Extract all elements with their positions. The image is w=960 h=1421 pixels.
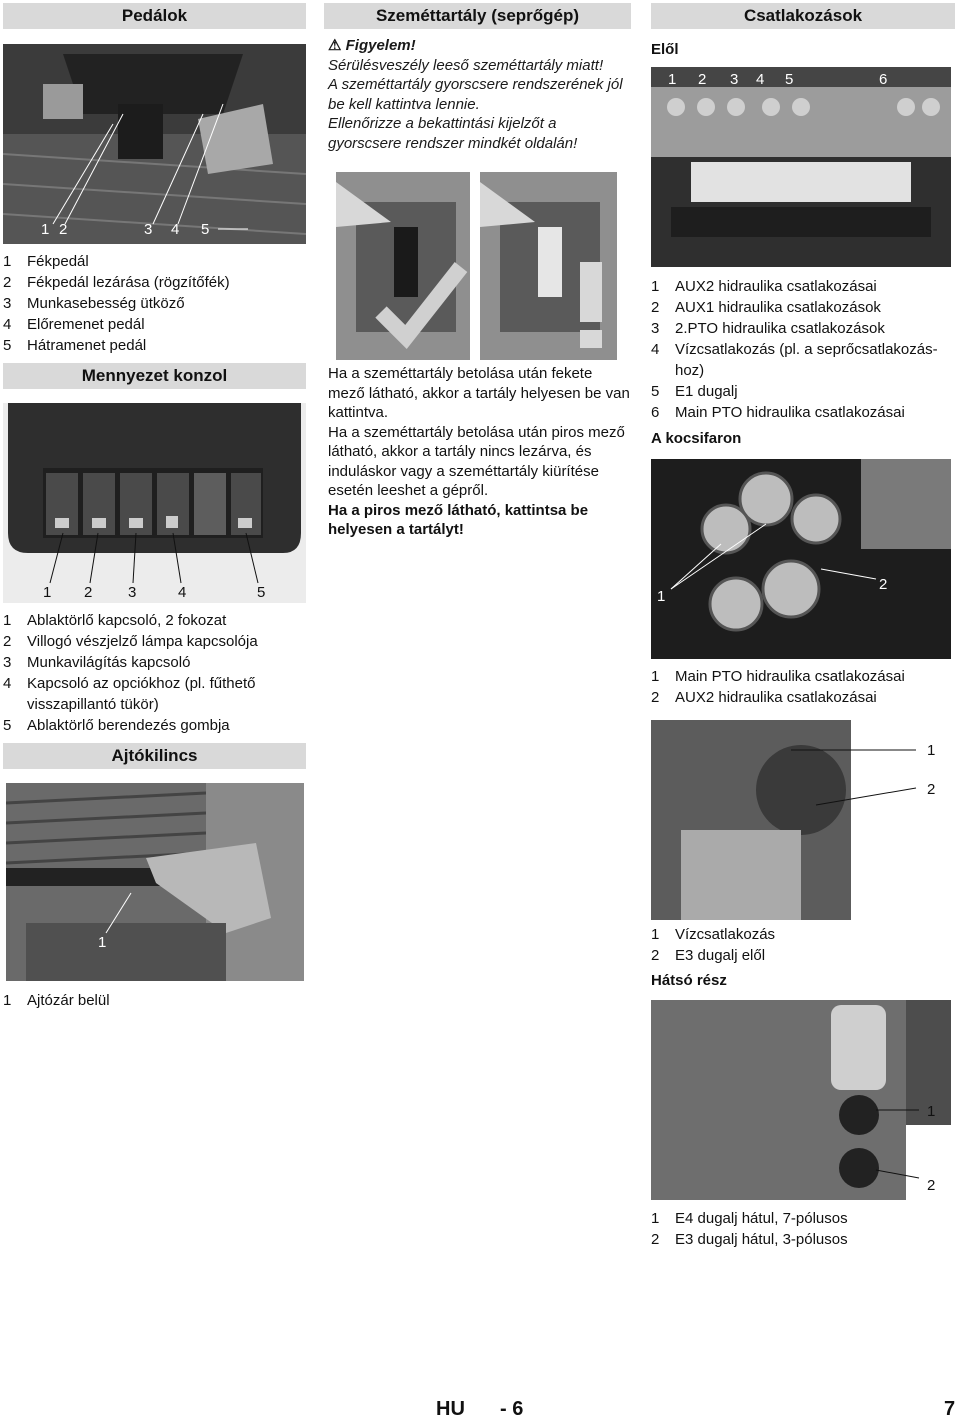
pedals-callout-5: 5 xyxy=(201,221,210,238)
front-label: Elől xyxy=(651,41,679,58)
front-connections-photo xyxy=(651,67,951,267)
warning-line: Ellenőrizze a bekattintási kijelzőt a gyorscsere rendszer mindkét oldalán! xyxy=(328,115,578,152)
legend-item: 5 E1 dugalj xyxy=(651,383,738,400)
pedals-illustration xyxy=(3,44,306,244)
ceiling-callout-1: 1 xyxy=(43,584,52,601)
rear-connections-illustration xyxy=(651,1000,951,1200)
ceiling-header: Mennyezet konzol xyxy=(3,363,306,389)
legend-item: 6 Main PTO hidraulika csatlakozásai xyxy=(651,404,905,421)
ceiling-callout-3: 3 xyxy=(128,584,137,601)
front-callout-4: 4 xyxy=(756,71,765,88)
front-callout-2: 2 xyxy=(698,71,707,88)
footer-page-number: 7 xyxy=(944,1398,956,1420)
cab-label: A kocsifaron xyxy=(651,430,742,447)
pedals-photo xyxy=(3,44,306,244)
ceiling-legend xyxy=(3,610,306,736)
cab-legend xyxy=(651,666,955,708)
legend-item: 4 Vízcsatlakozás (pl. a seprőcsatlakozás-hoz) xyxy=(651,341,938,379)
legend-item: 2 Villogó vészjelző lámpa kapcsolója xyxy=(3,633,258,650)
rear-connections-photo xyxy=(651,1000,951,1200)
legend-item: 3 2.PTO hidraulika csatlakozások xyxy=(651,320,885,337)
pedals-callout-3: 3 xyxy=(144,221,153,238)
front-legend xyxy=(651,276,955,423)
cab-callout-2: 2 xyxy=(879,576,888,593)
front-callout-6: 6 xyxy=(879,71,888,88)
ceiling-photo xyxy=(3,403,306,603)
rear-callout-1: 1 xyxy=(927,1103,936,1120)
warning-line: A szeméttartály gyorscsere rendszerének jól be kell kattintva lennie. xyxy=(328,76,623,113)
bin-indicator-error-illustration xyxy=(480,172,617,360)
pedals-header: Pedálok xyxy=(3,3,306,29)
ceiling-callout-4: 4 xyxy=(178,584,187,601)
bin-para-black: Ha a szeméttartály betolása után fekete mező látható, akkor a tartály helyesen be van kattintva. xyxy=(328,365,630,421)
water-connection-photo xyxy=(651,720,951,920)
cab-callout-1: 1 xyxy=(657,588,666,605)
bin-para-action: Ha a piros mező látható, kattintsa be helyesen a tartályt! xyxy=(328,501,589,538)
rear-label: Hátsó rész xyxy=(651,972,727,989)
bin-indicator-ok-illustration xyxy=(336,172,470,360)
legend-item: 1 AUX2 hidraulika csatlakozásai xyxy=(651,278,877,295)
cab-connections-illustration xyxy=(651,459,951,659)
legend-item: 1 Vízcsatlakozás xyxy=(651,926,776,943)
legend-item: 3 Munkasebesség ütköző xyxy=(3,295,185,312)
legend-item: 4 Kapcsoló az opciókhoz (pl. fűthető visszapillantó tükör) xyxy=(3,675,256,713)
footer-lang: HU xyxy=(436,1398,465,1420)
legend-item: 2 Fékpedál lezárása (rögzítőfék) xyxy=(3,274,230,291)
legend-item: 5 Ablaktörlő berendezés gombja xyxy=(3,717,230,734)
water-callout-1: 1 xyxy=(927,742,936,759)
door-legend xyxy=(3,990,306,1011)
legend-item: 3 Munkavilágítás kapcsoló xyxy=(3,654,191,671)
front-connections-illustration xyxy=(651,67,951,267)
pedals-legend xyxy=(3,251,306,356)
legend-item: 4 Előremenet pedál xyxy=(3,316,145,333)
bin-para-red: Ha a szeméttartály betolása után piros mező látható, akkor a tartály nincs lezárva, és induláskor vagy a szeméttartály kiürítése esetén leeshet a gépről. xyxy=(328,423,625,499)
front-callout-1: 1 xyxy=(668,71,677,88)
legend-item: 1 Ablaktörlő kapcsoló, 2 fokozat xyxy=(3,612,227,629)
legend-item: 5 Hátramenet pedál xyxy=(3,337,147,354)
warning-title-row xyxy=(328,36,628,56)
waste-bin-header: Szeméttartály (seprőgép) xyxy=(324,3,631,29)
legend-item: 2 E3 dugalj elől xyxy=(651,947,766,964)
cab-connections-photo xyxy=(651,459,951,659)
pedals-callout-4: 4 xyxy=(171,221,180,238)
pedals-callout-1: 1 xyxy=(41,221,50,238)
front-callout-5: 5 xyxy=(785,71,794,88)
bin-instructions xyxy=(328,364,630,540)
footer-page-ref: - 6 xyxy=(500,1398,524,1420)
ceiling-callout-5: 5 xyxy=(257,584,266,601)
water-connection-illustration xyxy=(651,720,951,920)
water-callout-2: 2 xyxy=(927,781,936,798)
front-callout-3: 3 xyxy=(730,71,739,88)
warning-title: Figyelem! xyxy=(345,37,416,54)
pedals-callout-2: 2 xyxy=(59,221,68,238)
legend-item: 2 AUX1 hidraulika csatlakozások xyxy=(651,299,881,316)
door-handle-illustration xyxy=(6,783,304,981)
ceiling-console-illustration xyxy=(3,403,306,603)
legend-item: 1 Ajtózár belül xyxy=(3,992,110,1009)
door-header: Ajtókilincs xyxy=(3,743,306,769)
rear-callout-2: 2 xyxy=(927,1177,936,1194)
legend-item: 1 E4 dugalj hátul, 7-pólusos xyxy=(651,1210,848,1227)
bin-error-photo xyxy=(480,172,617,360)
legend-item: 2 E3 dugalj hátul, 3-pólusos xyxy=(651,1231,848,1248)
door-callout-1: 1 xyxy=(98,934,107,951)
warning-triangle-icon: ⚠ xyxy=(328,37,342,54)
warning-line: Sérülésveszély leeső szeméttartály miatt! xyxy=(328,56,604,74)
legend-item: 2 AUX2 hidraulika csatlakozásai xyxy=(651,689,877,706)
legend-item: 1 Fékpedál xyxy=(3,253,89,270)
warning-block xyxy=(328,36,628,153)
door-photo xyxy=(6,783,304,981)
legend-item: 1 Main PTO hidraulika csatlakozásai xyxy=(651,668,905,685)
connections-header: Csatlakozások xyxy=(651,3,955,29)
rear-legend xyxy=(651,1208,955,1250)
bin-ok-photo xyxy=(336,172,470,360)
ceiling-callout-2: 2 xyxy=(84,584,93,601)
water-legend xyxy=(651,924,955,966)
